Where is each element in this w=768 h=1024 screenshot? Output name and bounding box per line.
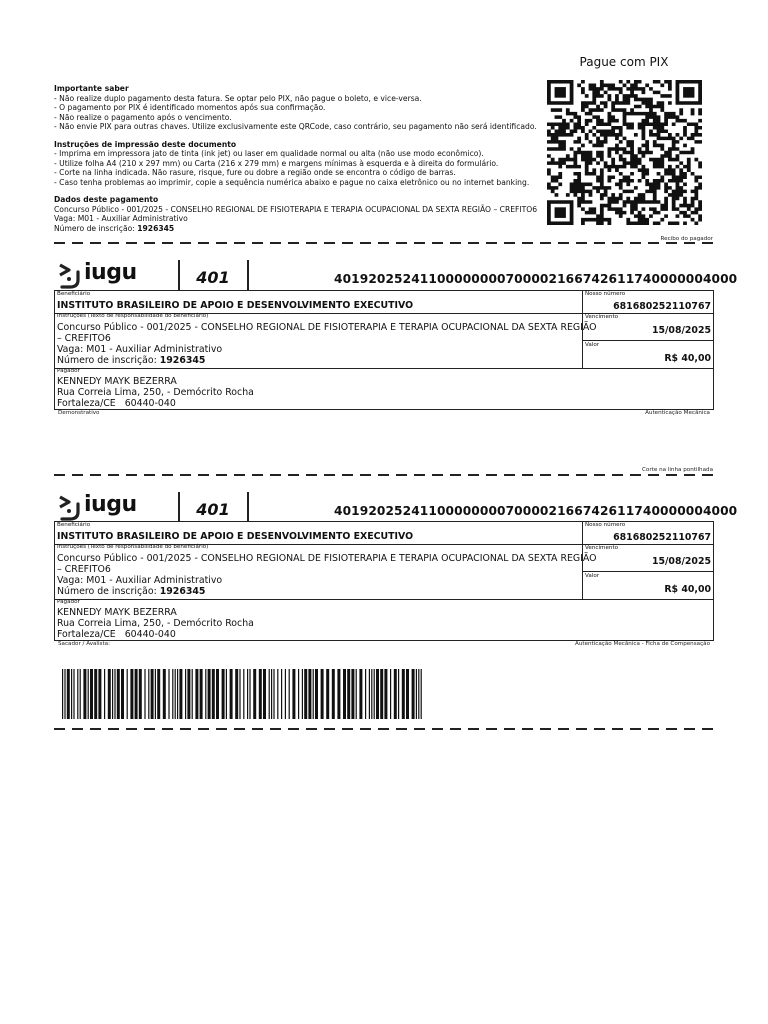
- barcode-bar: [269, 669, 270, 719]
- barcode-bar: [148, 669, 149, 719]
- pagador-city: Fortaleza/CE: [57, 629, 116, 640]
- barcode-bar: [365, 669, 366, 719]
- logo-text: iugu: [84, 492, 137, 517]
- barcode-bar: [77, 669, 78, 719]
- pagador-city: Fortaleza/CE: [57, 398, 116, 409]
- barcode-bar: [135, 669, 138, 719]
- registration-number: 1926345: [137, 223, 175, 233]
- barcode-bar: [175, 669, 176, 719]
- barcode-bar: [80, 669, 81, 719]
- recibo-label: Recibo do pagador: [660, 236, 713, 242]
- nosso-numero-label: Nosso número: [585, 522, 626, 528]
- barcode-bar: [71, 669, 72, 719]
- barcode-bar: [263, 669, 266, 719]
- divider: [247, 492, 249, 522]
- registration-line: [57, 355, 582, 366]
- corte-label: Corte na linha pontilhada: [642, 467, 713, 473]
- cut-line: [54, 474, 714, 476]
- barcode-bar: [402, 669, 405, 719]
- barcode-bar: [406, 669, 409, 719]
- valor-label: Valor: [585, 342, 600, 348]
- barcode-bar: [418, 669, 419, 719]
- pagador-label: Pagador: [57, 368, 80, 374]
- registration-label: Número de inscrição:: [54, 223, 138, 233]
- slip-receipt-box: [54, 290, 714, 410]
- pagador-label: Pagador: [57, 599, 80, 605]
- barcode-bar: [374, 669, 375, 719]
- barcode-bar: [94, 669, 97, 719]
- pagador-city-line: [57, 629, 254, 640]
- barcode-bar: [247, 669, 248, 719]
- demonstrativo-label: Demonstrativo: [58, 410, 100, 416]
- payment-line: Concurso Público - 001/2025 - CONSELHO REGIONAL DE FISIOTERAPIA E TERAPIA OCUPACIONAL DA SEXTA REGIÃO – CREFITO6: [54, 204, 538, 214]
- autenticacao-label: Autenticação Mecânica: [645, 410, 710, 416]
- logo-text: iugu: [84, 260, 137, 285]
- barcode-bar: [208, 669, 211, 719]
- barcode-bar: [177, 669, 178, 719]
- print-line: - Imprima em impressora jato de tinta (ink jet) ou laser em qualidade normal ou alta (não use modo econômico).: [54, 149, 484, 158]
- barcode-bar: [412, 669, 415, 719]
- barcode-bar: [104, 669, 105, 719]
- barcode-bar: [62, 669, 63, 719]
- barcode-bar: [226, 669, 227, 719]
- nosso-numero-value: 681680252110767: [613, 532, 711, 543]
- registration-line: [57, 586, 582, 597]
- barcode-bar: [380, 669, 383, 719]
- cut-line: [54, 728, 714, 730]
- digitable-line: 40192025241100000000700002166742611740000004000: [334, 504, 738, 518]
- barcode-bar: [271, 669, 272, 719]
- barcode-bar: [376, 669, 379, 719]
- print-instructions-title: Instruções de impressão deste documento: [54, 139, 237, 149]
- pagador-info: [57, 607, 254, 640]
- barcode-bar: [144, 669, 145, 719]
- print-line: - Caso tenha problemas ao imprimir, copie a sequência numérica abaixo e pague no caixa eletrônico ou no internet banking.: [54, 177, 530, 187]
- digitable-line: 40192025241100000000700002166742611740000004000: [334, 272, 738, 286]
- print-line: - Corte na linha indicada. Não rasure, risque, fure ou dobre a região onde se encontra o código de barras.: [54, 168, 456, 177]
- barcode-bar: [83, 669, 86, 719]
- barcode-bar: [121, 669, 124, 719]
- beneficiario-value: INSTITUTO BRASILEIRO DE APOIO E DESENVOLVIMENTO EXECUTIVO: [57, 531, 414, 542]
- payment-registration: [54, 224, 544, 234]
- barcode-bar: [155, 669, 156, 719]
- registration-label: Número de inscrição:: [57, 586, 160, 597]
- barcode-bar: [285, 669, 286, 719]
- barcode-bar: [98, 669, 101, 719]
- barcode-bar: [302, 669, 303, 719]
- valor-value: R$ 40,00: [664, 353, 711, 364]
- nosso-numero-label: Nosso número: [585, 291, 626, 297]
- barcode-bar: [185, 669, 186, 719]
- nosso-numero-value: 681680252110767: [613, 301, 711, 312]
- instruction-line: Concurso Público - 001/2025 - CONSELHO REGIONAL DE FISIOTERAPIA E TERAPIA OCUPACIONAL DA SEXTA REGIÃO: [57, 322, 597, 333]
- barcode-bar: [326, 669, 329, 719]
- barcode-bar: [235, 669, 238, 719]
- barcode-bar: [127, 669, 128, 719]
- beneficiario-label: Beneficiário: [57, 291, 91, 297]
- iugu-logo: [56, 494, 146, 522]
- qr-finder-pattern: [676, 80, 702, 105]
- pagador-name: KENNEDY MAYK BEZERRA: [57, 607, 177, 618]
- barcode: [62, 669, 423, 719]
- barcode-bar: [281, 669, 282, 719]
- divider: [247, 260, 249, 290]
- bank-code: 401: [196, 268, 230, 287]
- barcode-bar: [163, 669, 166, 719]
- barcode-bar: [64, 669, 65, 719]
- barcode-bar: [200, 669, 203, 719]
- barcode-bar: [390, 669, 391, 719]
- barcode-bar: [298, 669, 299, 719]
- vencimento-value: 15/08/2025: [651, 325, 711, 336]
- barcode-bar: [304, 669, 307, 719]
- barcode-bar: [151, 669, 154, 719]
- vencimento-label: Vencimento: [585, 545, 619, 551]
- barcode-bar: [308, 669, 311, 719]
- barcode-bar: [289, 669, 290, 719]
- barcode-bar: [192, 669, 193, 719]
- qr-finder-pattern: [547, 200, 573, 225]
- barcode-bar: [112, 669, 113, 719]
- barcode-bar: [67, 669, 70, 719]
- barcode-bar: [139, 669, 142, 719]
- pagador-address: Rua Correia Lima, 250, - Demócrito Rocha: [57, 387, 254, 398]
- qr-finder-pattern: [547, 80, 573, 105]
- barcode-bar: [421, 669, 422, 719]
- barcode-bar: [216, 669, 219, 719]
- print-line: - Utilize folha A4 (210 x 297 mm) ou Carta (216 x 279 mm) e margens mínimas à esquerda e à direita do formulário.: [54, 158, 499, 168]
- barcode-bar: [332, 669, 335, 719]
- beneficiario-value: INSTITUTO BRASILEIRO DE APOIO E DESENVOLVIMENTO EXECUTIVO: [57, 300, 414, 311]
- barcode-bar: [369, 669, 370, 719]
- barcode-bar: [351, 669, 354, 719]
- iugu-logo: [56, 262, 146, 290]
- instrucoes-label: Instruções (Texto de responsabilidade do beneficiário): [57, 313, 209, 319]
- barcode-bar: [343, 669, 346, 719]
- barcode-bar: [168, 669, 169, 719]
- barcode-bar: [277, 669, 278, 719]
- autenticacao-ficha-label: Autenticação Mecânica - Ficha de Compensação: [575, 641, 710, 647]
- pagador-name: KENNEDY MAYK BEZERRA: [57, 376, 177, 387]
- pagador-info: [57, 376, 254, 409]
- barcode-bar: [195, 669, 198, 719]
- barcode-bar: [398, 669, 399, 719]
- barcode-bar: [130, 669, 133, 719]
- bank-code: 401: [196, 500, 230, 519]
- iugu-logo-icon: [56, 262, 82, 290]
- instruction-line: Vaga: M01 - Auxiliar Administrativo: [57, 575, 223, 586]
- barcode-bar: [359, 669, 362, 719]
- barcode-bar: [259, 669, 262, 719]
- barcode-bar: [239, 669, 240, 719]
- instruction-line: Concurso Público - 001/2025 - CONSELHO REGIONAL DE FISIOTERAPIA E TERAPIA OCUPACIONAL DA SEXTA REGIÃO: [57, 553, 597, 564]
- barcode-bar: [222, 669, 225, 719]
- pagador-city-line: [57, 398, 254, 409]
- registration-label: Número de inscrição:: [57, 355, 160, 366]
- barcode-bar: [337, 669, 340, 719]
- instruction-line: – CREFITO6: [57, 333, 111, 344]
- barcode-bar: [172, 669, 173, 719]
- slip-compensation-box: [54, 521, 714, 641]
- sacador-label: Sacador / Avalista:: [58, 641, 110, 647]
- pix-qr-code: [547, 80, 702, 225]
- important-line: - Não realize duplo pagamento desta fatura. Se optar pelo PIX, não pague o boleto, e vice-versa.: [54, 93, 422, 103]
- barcode-bar: [273, 669, 274, 719]
- pagador-cep: 60440-040: [124, 398, 176, 409]
- barcode-bar: [356, 669, 357, 719]
- barcode-bar: [117, 669, 120, 719]
- registration-number: 1926345: [159, 355, 206, 366]
- pagador-address: Rua Correia Lima, 250, - Demócrito Rocha: [57, 618, 254, 629]
- barcode-bar: [394, 669, 397, 719]
- barcode-bar: [157, 669, 160, 719]
- barcode-bar: [384, 669, 387, 719]
- pix-title: Pague com PIX: [579, 55, 669, 69]
- valor-label: Valor: [585, 573, 600, 579]
- important-title: Importante saber: [54, 84, 129, 93]
- barcode-bar: [90, 669, 93, 719]
- barcode-bar: [416, 669, 417, 719]
- beneficiario-label: Beneficiário: [57, 522, 91, 528]
- barcode-bar: [315, 669, 318, 719]
- instrucoes-label: Instruções (Texto de responsabilidade do beneficiário): [57, 544, 209, 550]
- valor-value: R$ 40,00: [664, 584, 711, 595]
- barcode-bar: [253, 669, 256, 719]
- barcode-bar: [243, 669, 244, 719]
- registration-number: 1926345: [159, 586, 206, 597]
- instruction-line: Vaga: M01 - Auxiliar Administrativo: [57, 344, 223, 355]
- pagador-cep: 60440-040: [124, 629, 176, 640]
- barcode-bar: [249, 669, 250, 719]
- vencimento-label: Vencimento: [585, 314, 619, 320]
- barcode-bar: [73, 669, 74, 719]
- barcode-bar: [347, 669, 350, 719]
- iugu-logo-icon: [56, 494, 82, 522]
- barcode-bar: [371, 669, 372, 719]
- barcode-bar: [292, 669, 295, 719]
- payment-data-title: Dados deste pagamento: [54, 195, 159, 204]
- barcode-bar: [313, 669, 314, 719]
- barcode-bar: [88, 669, 89, 719]
- important-line: - Não envie PIX para outras chaves. Utilize exclusivamente este QRCode, caso contrário, seu pagamento não será identificado.: [54, 122, 537, 131]
- barcode-bar: [179, 669, 182, 719]
- barcode-bar: [212, 669, 215, 719]
- barcode-bar: [108, 669, 111, 719]
- barcode-bar: [321, 669, 324, 719]
- barcode-bar: [114, 669, 115, 719]
- info-section: [54, 84, 544, 233]
- barcode-bar: [230, 669, 233, 719]
- important-line: - O pagamento por PIX é identificado momentos após sua confirmação.: [54, 103, 326, 112]
- important-line: - Não realize o pagamento após o vencimento.: [54, 112, 232, 122]
- payment-line: Vaga: M01 - Auxiliar Administrativo: [54, 214, 188, 223]
- vencimento-value: 15/08/2025: [651, 556, 711, 567]
- barcode-bar: [205, 669, 206, 719]
- instruction-line: – CREFITO6: [57, 564, 111, 575]
- barcode-bar: [187, 669, 190, 719]
